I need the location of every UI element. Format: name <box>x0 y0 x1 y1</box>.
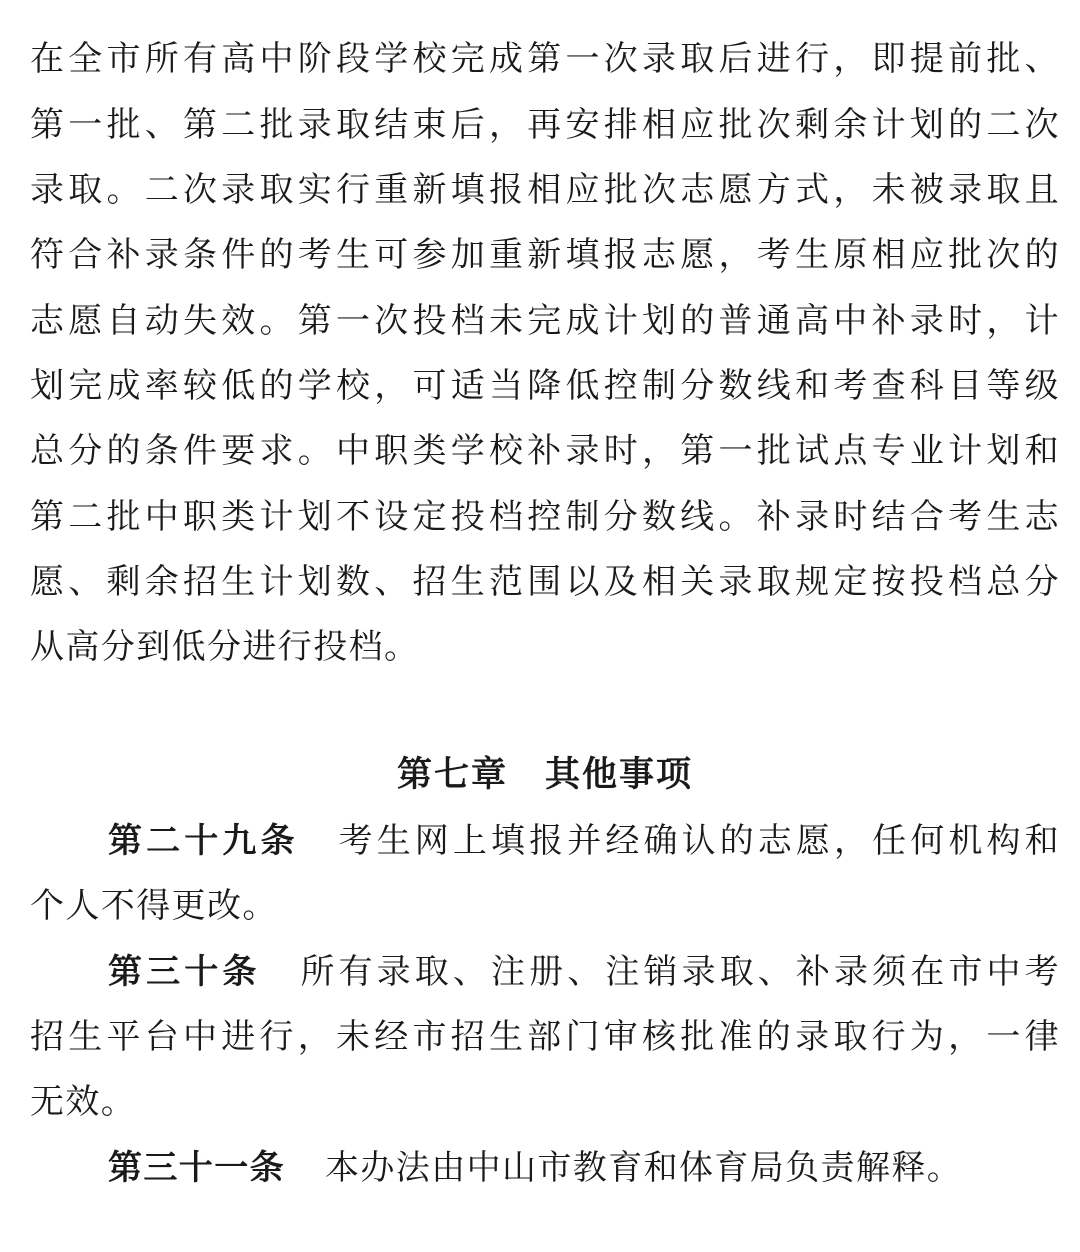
article-text: 本办法由中山市教育和体育局负责解释。 <box>325 1148 963 1188</box>
article-line: 招生平台中进行，未经市招生部门审核批准的录取行为，一律 <box>30 1017 1060 1057</box>
article-text: 所有录取、注册、注销录取、补录须在市中考 <box>300 952 1060 992</box>
article-line: 个人不得更改。 <box>30 886 278 926</box>
paragraph-line: 从高分到低分进行投档。 <box>30 627 420 667</box>
paragraph-line: 录取。二次录取实行重新填报相应批次志愿方式，未被录取且 <box>30 170 1060 210</box>
paragraph-line: 划完成率较低的学校，可适当降低控制分数线和考查科目等级 <box>30 366 1060 406</box>
article-first-line <box>30 939 1060 1005</box>
paragraph-line: 愿、剩余招生计划数、招生范围以及相关录取规定按投档总分 <box>30 562 1060 602</box>
paragraph-line: 总分的条件要求。中职类学校补录时，第一批试点专业计划和 <box>30 431 1060 471</box>
paragraph-line: 第二批中职类计划不设定投档控制分数线。补录时结合考生志 <box>30 497 1060 537</box>
chapter-heading: 第七章 其他事项 <box>396 755 693 795</box>
article-first-line <box>30 808 1060 874</box>
paragraph-line: 符合补录条件的考生可参加重新填报志愿，考生原相应批次的 <box>30 235 1060 275</box>
paragraph-line: 志愿自动失效。第一次投档未完成计划的普通高中补录时，计 <box>30 301 1060 341</box>
article-label: 第二十九条 <box>108 821 299 861</box>
article-label: 第三十条 <box>108 952 261 992</box>
paragraph-line: 在全市所有高中阶段学校完成第一次录取后进行，即提前批、 <box>30 39 1060 79</box>
article-label: 第三十一条 <box>108 1148 285 1188</box>
article-text: 考生网上填报并经确认的志愿，任何机构和 <box>338 821 1061 861</box>
paragraph-line: 第一批、第二批录取结束后，再安排相应批次剩余计划的二次 <box>30 105 1060 145</box>
article-line: 无效。 <box>30 1082 137 1122</box>
article-first-line <box>30 1135 1060 1201</box>
